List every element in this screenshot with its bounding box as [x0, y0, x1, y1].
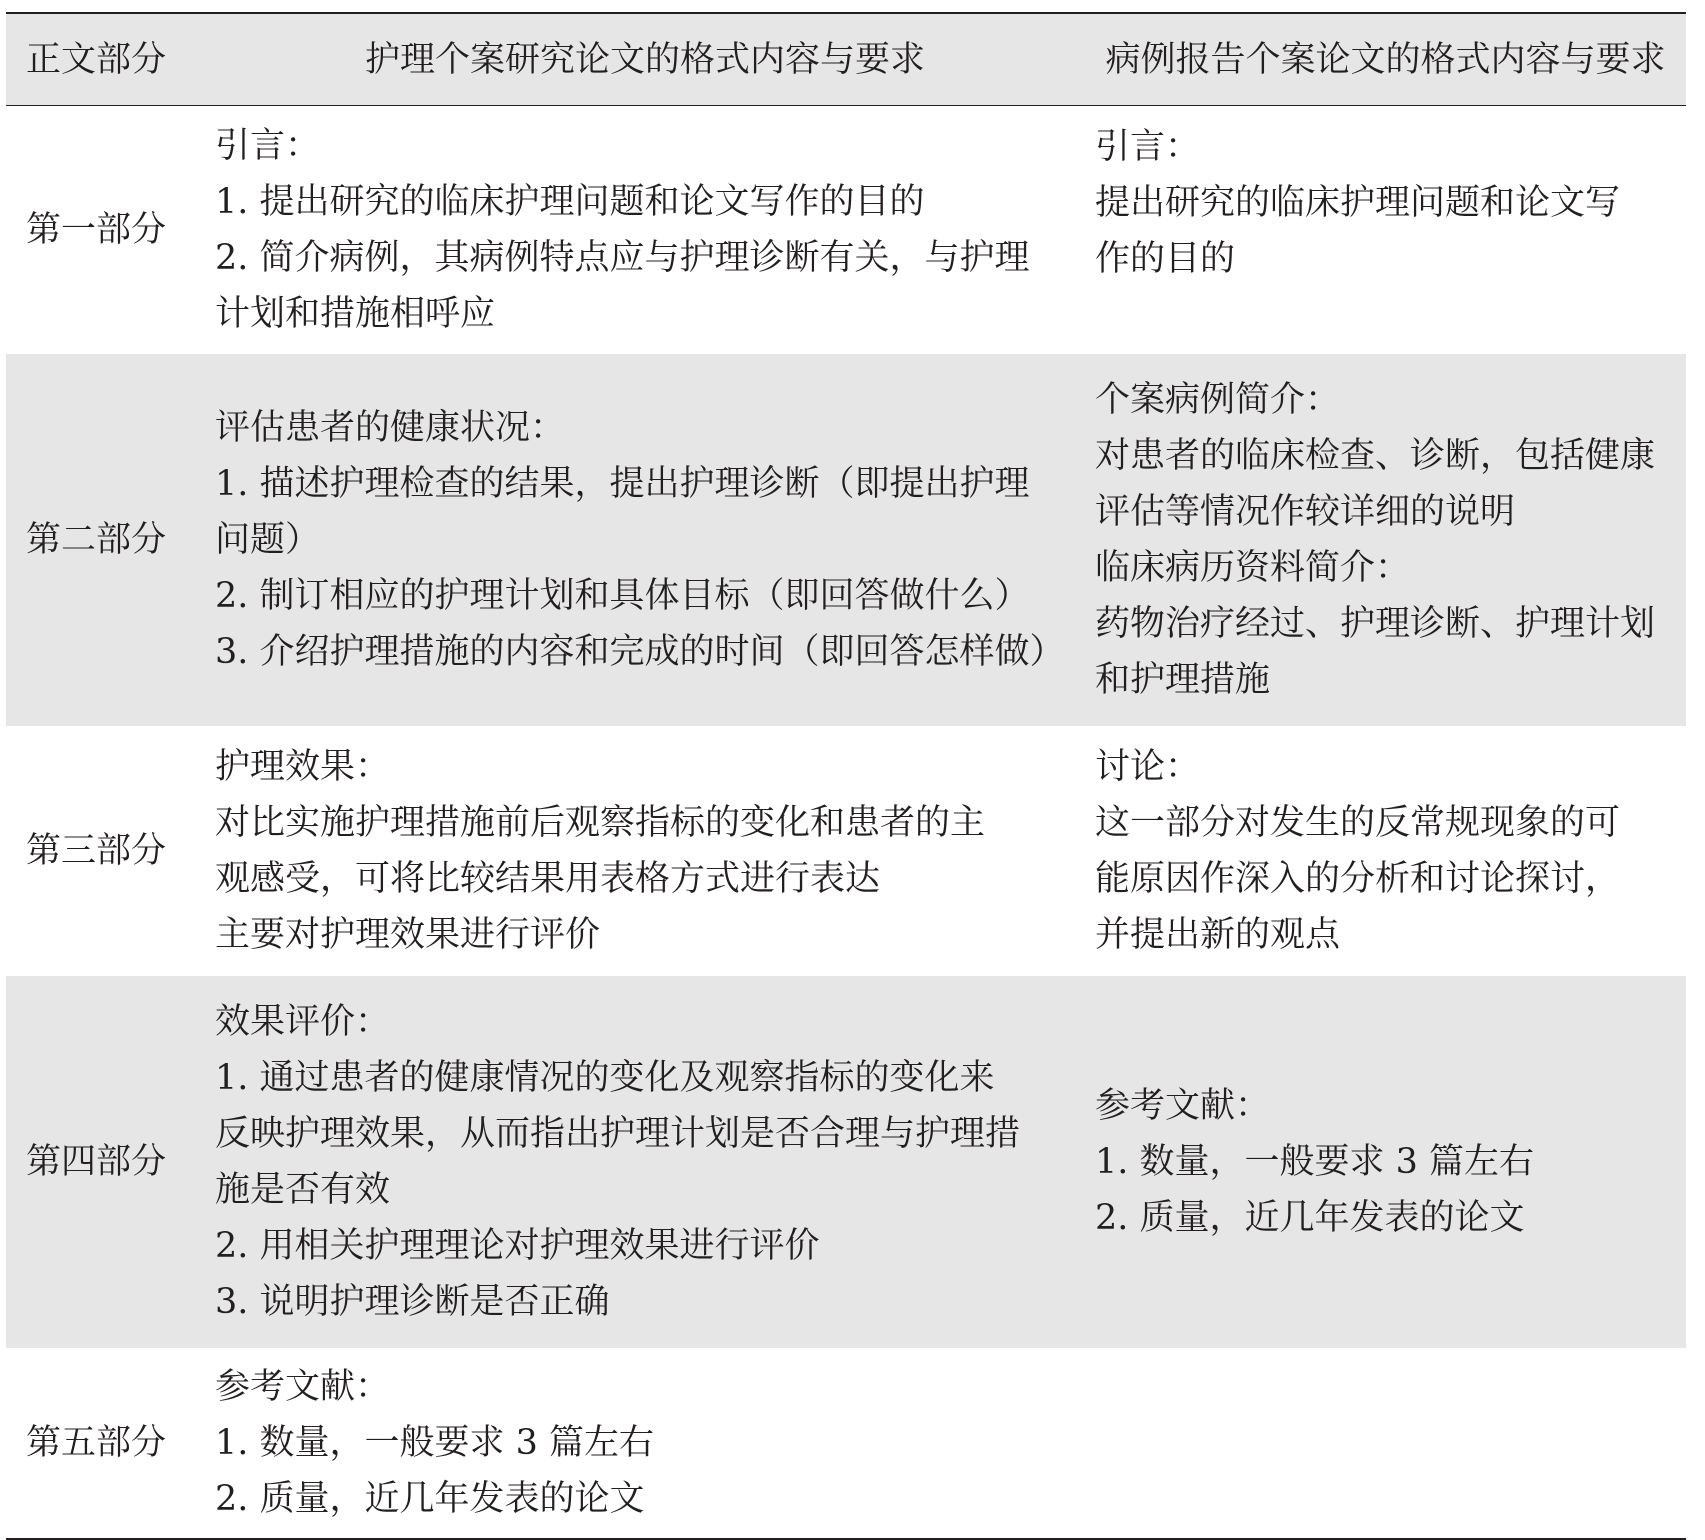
nursing-requirements [205, 726, 1085, 976]
case-line: 讨论： [1095, 747, 1201, 787]
nursing-line: 3. 介绍护理措施的内容和完成的时间（即回答怎样做） [215, 632, 1065, 672]
case-line: 提出研究的临床护理问题和论文写 [1095, 183, 1621, 223]
case-report-requirements [1085, 1348, 1686, 1538]
case-line: 评估等情况作较详细的说明 [1095, 492, 1516, 532]
table-row [6, 354, 1686, 726]
case-line: 对患者的临床检查、诊断，包括健康 [1095, 436, 1656, 476]
table-row [6, 976, 1686, 1348]
case-line: 药物治疗经过、护理诊断、护理计划 [1095, 604, 1656, 644]
case-line: 个案病例简介： [1095, 380, 1341, 420]
section-label: 第五部分 [26, 1423, 167, 1463]
comparison-table [6, 12, 1686, 1540]
header-section: 正文部分 [26, 39, 167, 80]
nursing-line: 1. 提出研究的临床护理问题和论文写作的目的 [215, 182, 925, 222]
nursing-line: 引言： [215, 126, 321, 166]
nursing-line: 对比实施护理措施前后观察指标的变化和患者的主 [215, 803, 986, 843]
nursing-requirements [205, 1348, 1085, 1538]
section-label: 第一部分 [26, 210, 167, 250]
header-nursing-case-study: 护理个案研究论文的格式内容与要求 [364, 39, 925, 80]
case-line: 1. 数量，一般要求 3 篇左右 [1095, 1142, 1535, 1182]
nursing-line: 观感受，可将比较结果用表格方式进行表达 [215, 859, 881, 899]
case-line: 参考文献： [1095, 1086, 1271, 1126]
nursing-requirements [205, 106, 1085, 354]
nursing-line: 3. 说明护理诊断是否正确 [215, 1282, 610, 1322]
section-label: 第四部分 [26, 1142, 167, 1182]
case-line: 作的目的 [1095, 239, 1236, 279]
case-report-requirements [1085, 106, 1686, 354]
case-report-requirements [1085, 354, 1686, 726]
nursing-line: 2. 制订相应的护理计划和具体目标（即回答做什么） [215, 576, 1030, 616]
section-label: 第二部分 [26, 520, 167, 560]
case-line: 这一部分对发生的反常规现象的可 [1095, 803, 1621, 843]
table-header-row [6, 14, 1686, 105]
case-report-requirements [1085, 726, 1686, 976]
nursing-line: 2. 质量，近几年发表的论文 [215, 1479, 645, 1519]
section-label: 第三部分 [26, 831, 167, 871]
table-row [6, 106, 1686, 354]
case-line: 引言： [1095, 127, 1201, 167]
nursing-line: 参考文献： [215, 1367, 391, 1407]
case-line: 并提出新的观点 [1095, 915, 1341, 955]
table-row [6, 726, 1686, 976]
case-report-requirements [1085, 976, 1686, 1348]
case-line: 2. 质量，近几年发表的论文 [1095, 1198, 1525, 1238]
table-row [6, 1348, 1686, 1538]
nursing-line: 护理效果： [215, 747, 391, 787]
nursing-line: 主要对护理效果进行评价 [215, 915, 601, 955]
nursing-line: 2. 简介病例，其病例特点应与护理诊断有关，与护理 [215, 238, 1030, 278]
nursing-line: 计划和措施相呼应 [215, 294, 496, 334]
case-line: 和护理措施 [1095, 660, 1271, 700]
nursing-line: 效果评价： [215, 1002, 391, 1042]
nursing-requirements [205, 354, 1085, 726]
nursing-requirements [205, 976, 1085, 1348]
nursing-line: 评估患者的健康状况： [215, 408, 566, 448]
nursing-line: 2. 用相关护理理论对护理效果进行评价 [215, 1226, 820, 1266]
nursing-line: 施是否有效 [215, 1170, 391, 1210]
nursing-line: 1. 通过患者的健康情况的变化及观察指标的变化来 [215, 1058, 995, 1098]
nursing-line: 1. 数量，一般要求 3 篇左右 [215, 1423, 655, 1463]
nursing-line: 问题） [215, 520, 321, 560]
header-case-report: 病例报告个案论文的格式内容与要求 [1105, 39, 1666, 80]
case-line: 能原因作深入的分析和讨论探讨， [1095, 859, 1621, 899]
nursing-line: 1. 描述护理检查的结果，提出护理诊断（即提出护理 [215, 464, 1030, 504]
case-line: 临床病历资料简介： [1095, 548, 1411, 588]
nursing-line: 反映护理效果，从而指出护理计划是否合理与护理措 [215, 1114, 1021, 1154]
